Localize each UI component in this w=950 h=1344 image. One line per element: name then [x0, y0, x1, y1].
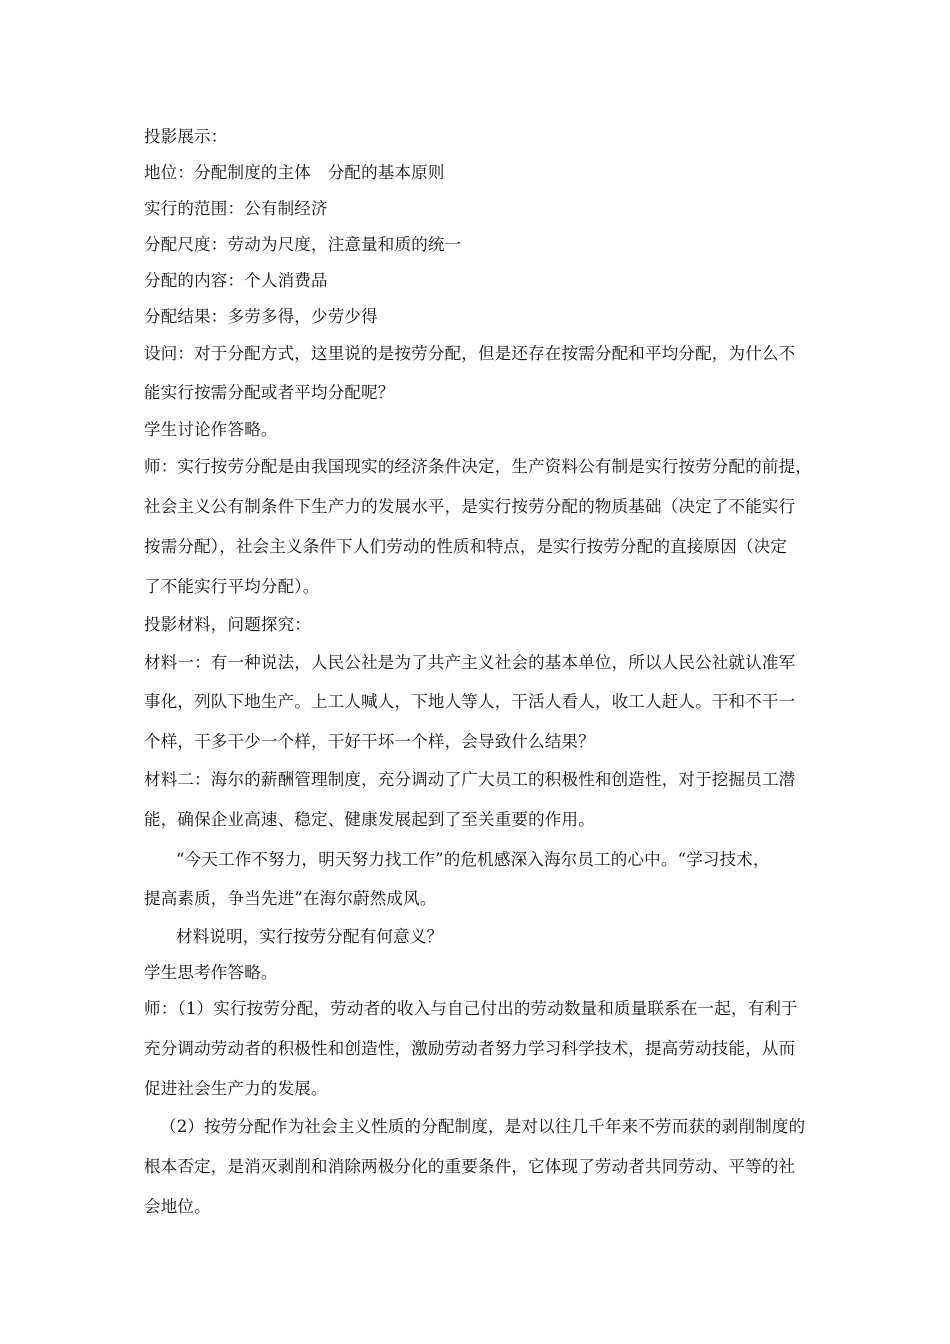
line-teacher-answer-1: 师：（1）实行按劳分配，劳动者的收入与自己付出的劳动数量和质量联系在一起，有利于: [144, 999, 798, 1018]
line-scope: 实行的范围：公有制经济: [144, 199, 328, 218]
line-material-two-2: 能，确保企业高速、稳定、健康发展起到了至关重要的作用。: [144, 810, 595, 829]
line-material-heading: 投影材料，问题探究：: [144, 615, 311, 634]
line-material-question: 材料说明，实行按劳分配有何意义？: [176, 927, 444, 946]
line-teacher-4: 了不能实行平均分配）。: [144, 577, 320, 596]
line-point-two-2: 根本否定，是消灭剥削和消除两极分化的重要条件，它体现了劳动者共同劳动、平等的社: [144, 1157, 796, 1176]
line-material-two-1: 材料二：海尔的薪酬管理制度，充分调动了广大员工的积极性和创造性，对于挖掘员工潜: [144, 770, 796, 789]
line-teacher-answer-3: 促进社会生产力的发展。: [144, 1079, 328, 1098]
line-student-thinking: 学生思考作答略。: [144, 963, 278, 982]
line-teacher-3: 按需分配），社会主义条件下人们劳动的性质和特点，是实行按劳分配的直接原因（决定: [144, 537, 788, 556]
line-question-2: 能实行按需分配或者平均分配呢？: [144, 383, 395, 402]
line-point-two-3: 会地位。: [144, 1197, 211, 1216]
line-projection-heading: 投影展示：: [144, 127, 228, 146]
line-teacher-1: 师：实行按劳分配是由我国现实的经济条件决定，生产资料公有制是实行按劳分配的前提，: [144, 457, 812, 476]
line-material-two-4: 提高素质，争当先进”在海尔蔚然成风。: [144, 889, 437, 908]
line-material-one-3: 个样，干多干少一个样，干好干坏一个样，会导致什么结果？: [144, 732, 595, 751]
line-question-1: 设问：对于分配方式，这里说的是按劳分配，但是还存在按需分配和平均分配，为什么不: [144, 344, 796, 363]
line-result: 分配结果：多劳多得，少劳少得: [144, 307, 378, 326]
line-point-two-1: （2）按劳分配作为社会主义性质的分配制度，是对以往几千年来不劳而获的剥削制度的: [160, 1117, 806, 1136]
line-content: 分配的内容：个人消费品: [144, 271, 328, 290]
line-status: 地位：分配制度的主体 分配的基本原则: [144, 163, 445, 182]
line-teacher-2: 社会主义公有制条件下生产力的发展水平，是实行按劳分配的物质基础（决定了不能实行: [144, 497, 796, 516]
line-material-one-1: 材料一：有一种说法，人民公社是为了共产主义社会的基本单位，所以人民公社就认准军: [144, 653, 796, 672]
line-material-one-2: 事化，列队下地生产。上工人喊人，下地人等人，干活人看人，收工人赶人。干和不干一: [144, 692, 796, 711]
line-student-discussion: 学生讨论作答略。: [144, 420, 278, 439]
line-material-two-3: “今天工作不努力，明天努力找工作”的危机感深入海尔员工的心中。“学习技术，: [176, 850, 770, 869]
line-teacher-answer-2: 充分调动劳动者的积极性和创造性，激励劳动者努力学习科学技术，提高劳动技能，从而: [144, 1039, 796, 1058]
line-measure: 分配尺度：劳动为尺度，注意量和质的统一: [144, 235, 462, 254]
